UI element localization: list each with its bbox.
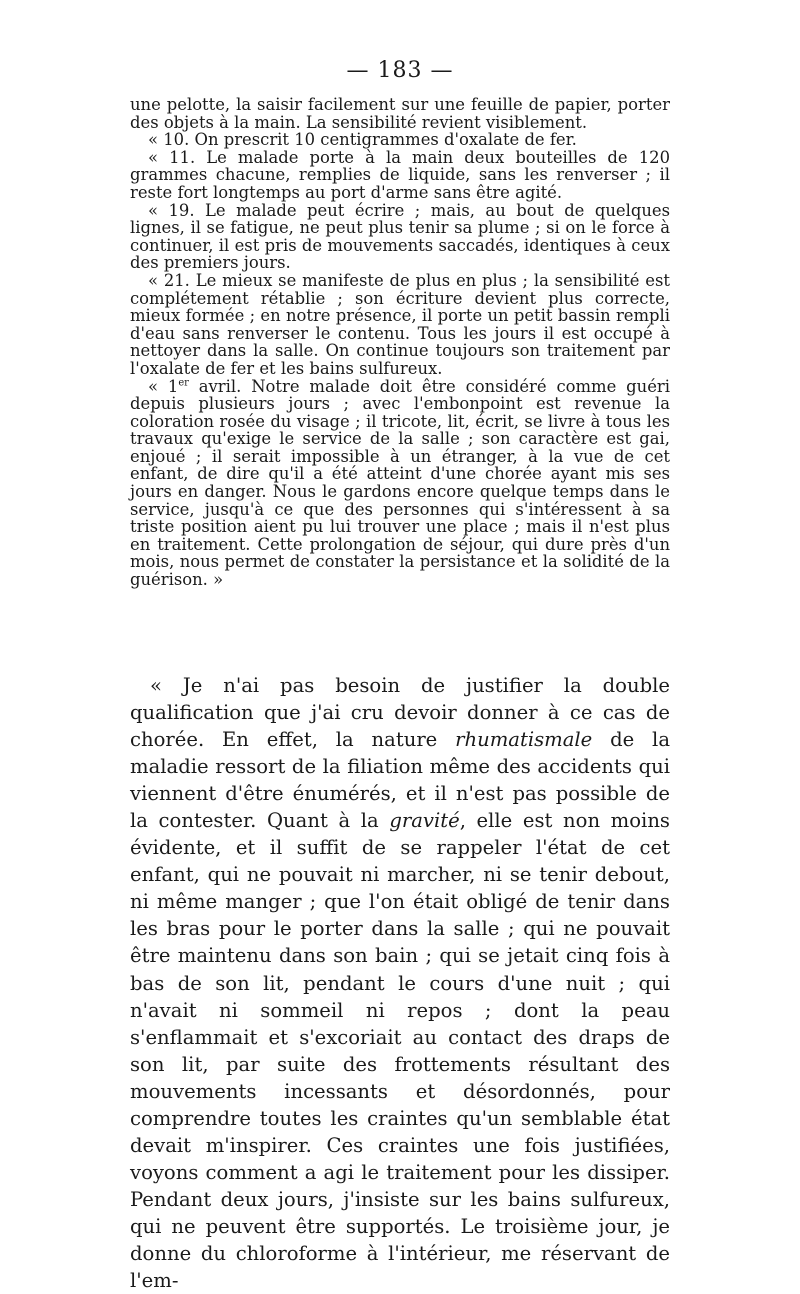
commentary-italic: rhumatismale [455, 728, 593, 752]
case-journal-block [130, 96, 670, 589]
commentary-paragraph [130, 672, 670, 1294]
journal-paragraph: « 21. Le mieux se manifeste de plus en plus ; la sensibilité est complétement rétablie ; son écriture devient plus correcte, mieux formée ; en notre présence, il porte un petit bassin rempli d'eau sans renverser le contenu. Tous les jours il est occupé à nettoyer dans la salle. On continue toujours son traitement par l'oxalate de fer et les bains sulfureux. [130, 270, 670, 378]
commentary-text: « Je n'ai pas besoin de justifier la double qualification que j'ai cru devoir donner à ce cas de chorée. En effet, la nature [130, 674, 670, 752]
commentary-italic: gravité [389, 809, 460, 833]
commentary-text: de la maladie ressort de la filiation même des accidents qui viennent d'être énumérés, et il n'est pas possible de la contester. Quant à la [130, 728, 670, 833]
journal-paragraph: une pelotte, la saisir facilement sur une feuille de papier, porter des objets à la main. La sensibilité revient visiblement. [130, 95, 670, 132]
journal-paragraph: « 19. Le malade peut écrire ; mais, au bout de quelques lignes, il se fatigue, ne peut plus tenir sa plume ; si on le force à continuer, il est pris de mouvements saccadés, identiques à ceux des premiers jours. [130, 200, 670, 273]
journal-paragraph: « 11. Le malade porte à la main deux bouteilles de 120 grammes chacune, remplies de liquide, sans les renverser ; il reste fort longtemps au port d'arme sans être agité. [130, 147, 670, 202]
commentary-block [130, 672, 670, 1294]
journal-paragraph: « 10. On prescrit 10 centigrammes d'oxalate de fer. [148, 130, 577, 150]
journal-paragraph-april [130, 378, 670, 589]
april-superscript: er [178, 377, 189, 389]
commentary-text: , elle est non moins évidente, et il suffit de se rappeler l'état de cet enfant, qui ne pouvait ni marcher, ni se tenir debout, ni même manger ; que l'on était obligé de tenir dans les bras pour le porter dans la salle ; qui ne pouvait être maintenu dans son bain ; qui se jetait cinq fois à bas de son lit, pendant le cours d'une nuit ; qui n'avait ni sommeil ni repos ; dont la peau s'enflammait et s'excoriait au contact des draps de son lit, par suite des frottements résultant des mouvements incessants et désordonnés, pour comprendre toutes les craintes qu'un semblable état devait m'inspirer. Ces craintes une fois justifiées, voyons comment a agi le traitement pour les dissiper. Pendant deux jours, j'insiste sur les bains sulfureux, qui ne peuvent être supportés. Le troisième jour, je donne du chloroforme à l'intérieur, me réservant de l'em- [130, 809, 670, 1293]
april-lead: « 1 [148, 376, 179, 396]
page-number: — 183 — [346, 58, 454, 83]
april-rest: avril. Notre malade doit être considéré comme guéri depuis plusieurs jours ; avec l'embonpoint est revenue la coloration rosée du visage ; il tricote, lit, écrit, se livre à tous les travaux qu'exige le service de la salle ; son caractère est gai, enjoué ; il serait impossible à un étranger, à la vue de cet enfant, de dire qu'il a été atteint d'une chorée ayant mis ses jours en danger. Nous le gardons encore quelque temps dans le service, jusqu'à ce que des personnes qui s'intéressent à sa triste position aient pu lui trouver une place ; mais il n'est plus en traitement. Cette prolongation de séjour, qui dure près d'un mois, nous permet de constater la persistance et la solidité de la guérison. » [130, 376, 670, 590]
